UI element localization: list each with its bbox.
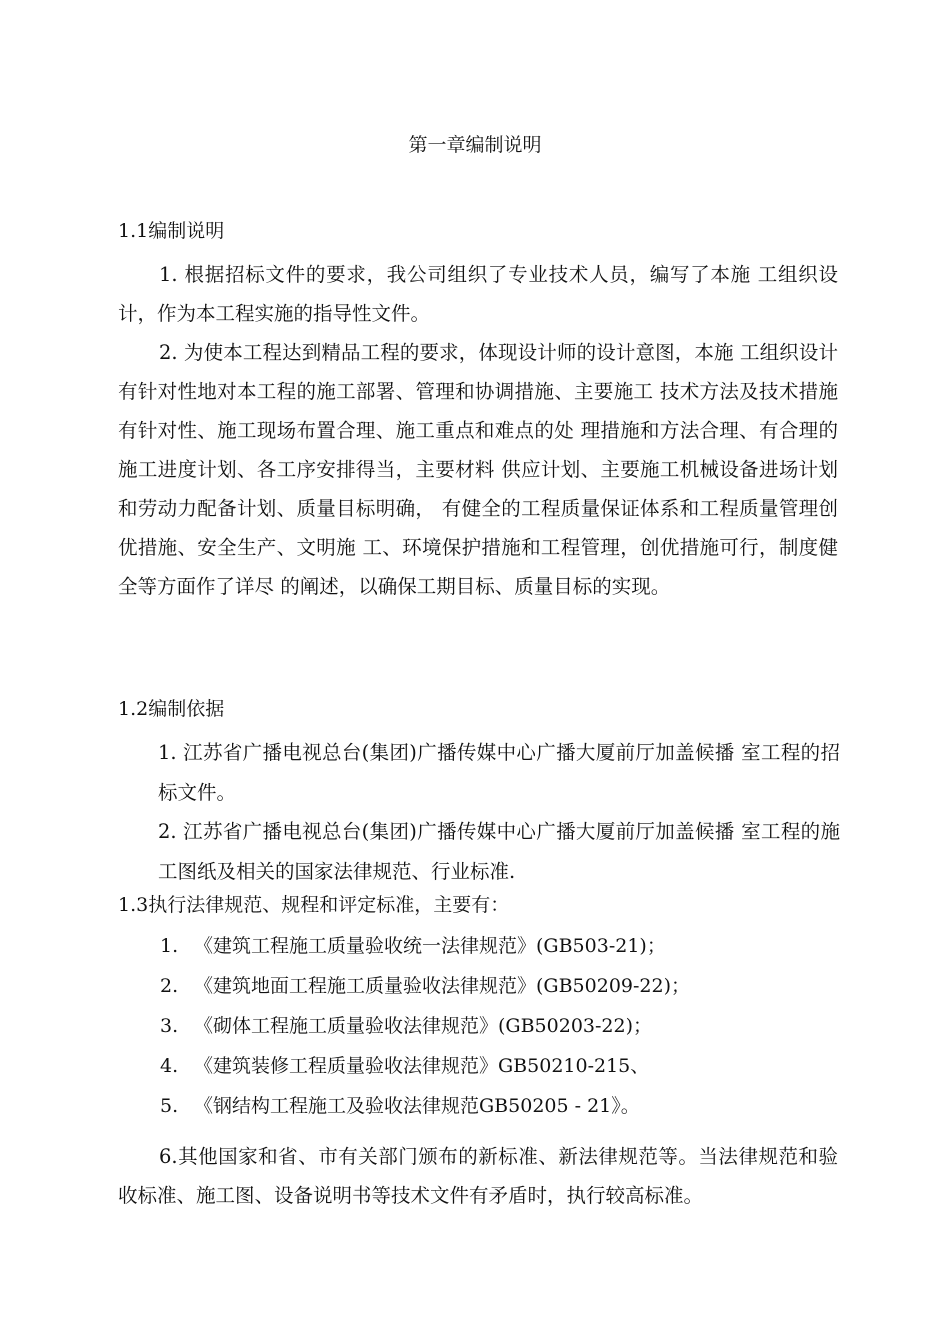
section-heading-1-2: 1.2编制依据 [118,698,225,720]
standard-text: 《建筑地面工程施工质量验收法律规范》(GB50209-22)； [194,975,691,997]
standard-item [160,1091,640,1121]
standard-text: 《建筑装修工程质量验收法律规范》GB50210-215、 [194,1055,650,1077]
standard-number: 5. [160,1095,179,1117]
standard-item [160,1011,652,1041]
standard-item [160,931,666,961]
standard-number: 2. [160,975,179,997]
section-heading-1-1: 1.1编制说明 [118,220,225,242]
standard-number: 3. [160,1015,179,1037]
basis-item-1: 1. 江苏省广播电视总台(集团)广播传媒中心广播大厦前厅加盖候播 室工程的招标文件。 [158,741,840,804]
standard-number: 1. [160,935,179,957]
standard-item [160,1051,649,1081]
closing-paragraph: 6.其他国家和省、市有关部门颁布的新标准、新法律规范等。当法律规范和验 收标准、施工图、设备说明书等技术文件有矛盾时，执行较高标准。 [118,1145,838,1207]
standard-text: 《砌体工程施工质量验收法律规范》(GB50203-22)； [194,1015,653,1037]
standard-item [160,971,690,1001]
paragraph-1-1-2: 2. 为使本工程达到精品工程的要求，体现设计师的设计意图，本施 工组织设计有针对性地对本工程的施工部署、管理和协调措施、主要施工 技术方法及技术措施有针对性、施工现场布置合理、施工重点和难点的处 理措施和方法合理、有合理的施工进度计划、各工序安排得当，主要材料 供应计划、主要施工机械设备进场计划和劳动力配备计划、质量目标明确， 有健全的工程质量保证体系和工程质量管理创优措施、安全生产、文明施 工、环境保护措施和工程管理，创优措施可行，制度健全等方面作了详尽 的阐述，以确保工期目标、质量目标的实现。 [118,341,838,598]
standard-text: 《钢结构工程施工及验收法律规范GB50205 - 21》。 [194,1095,640,1117]
standard-number: 4. [160,1055,179,1077]
section-heading-1-3: 1.3执行法律规范、规程和评定标准，主要有： [118,894,510,916]
standard-text: 《建筑工程施工质量验收统一法律规范》(GB503-21)； [194,935,666,957]
paragraph-1-1-1: 1. 根据招标文件的要求，我公司组织了专业技术人员，编写了本施 工组织设计，作为本工程实施的指导性文件。 [118,263,838,325]
chapter-title: 第一章编制说明 [408,134,542,156]
basis-item-2: 2. 江苏省广播电视总台(集团)广播传媒中心广播大厦前厅加盖候播 室工程的施工图纸及相关的国家法律规范、行业标准. [158,820,840,883]
